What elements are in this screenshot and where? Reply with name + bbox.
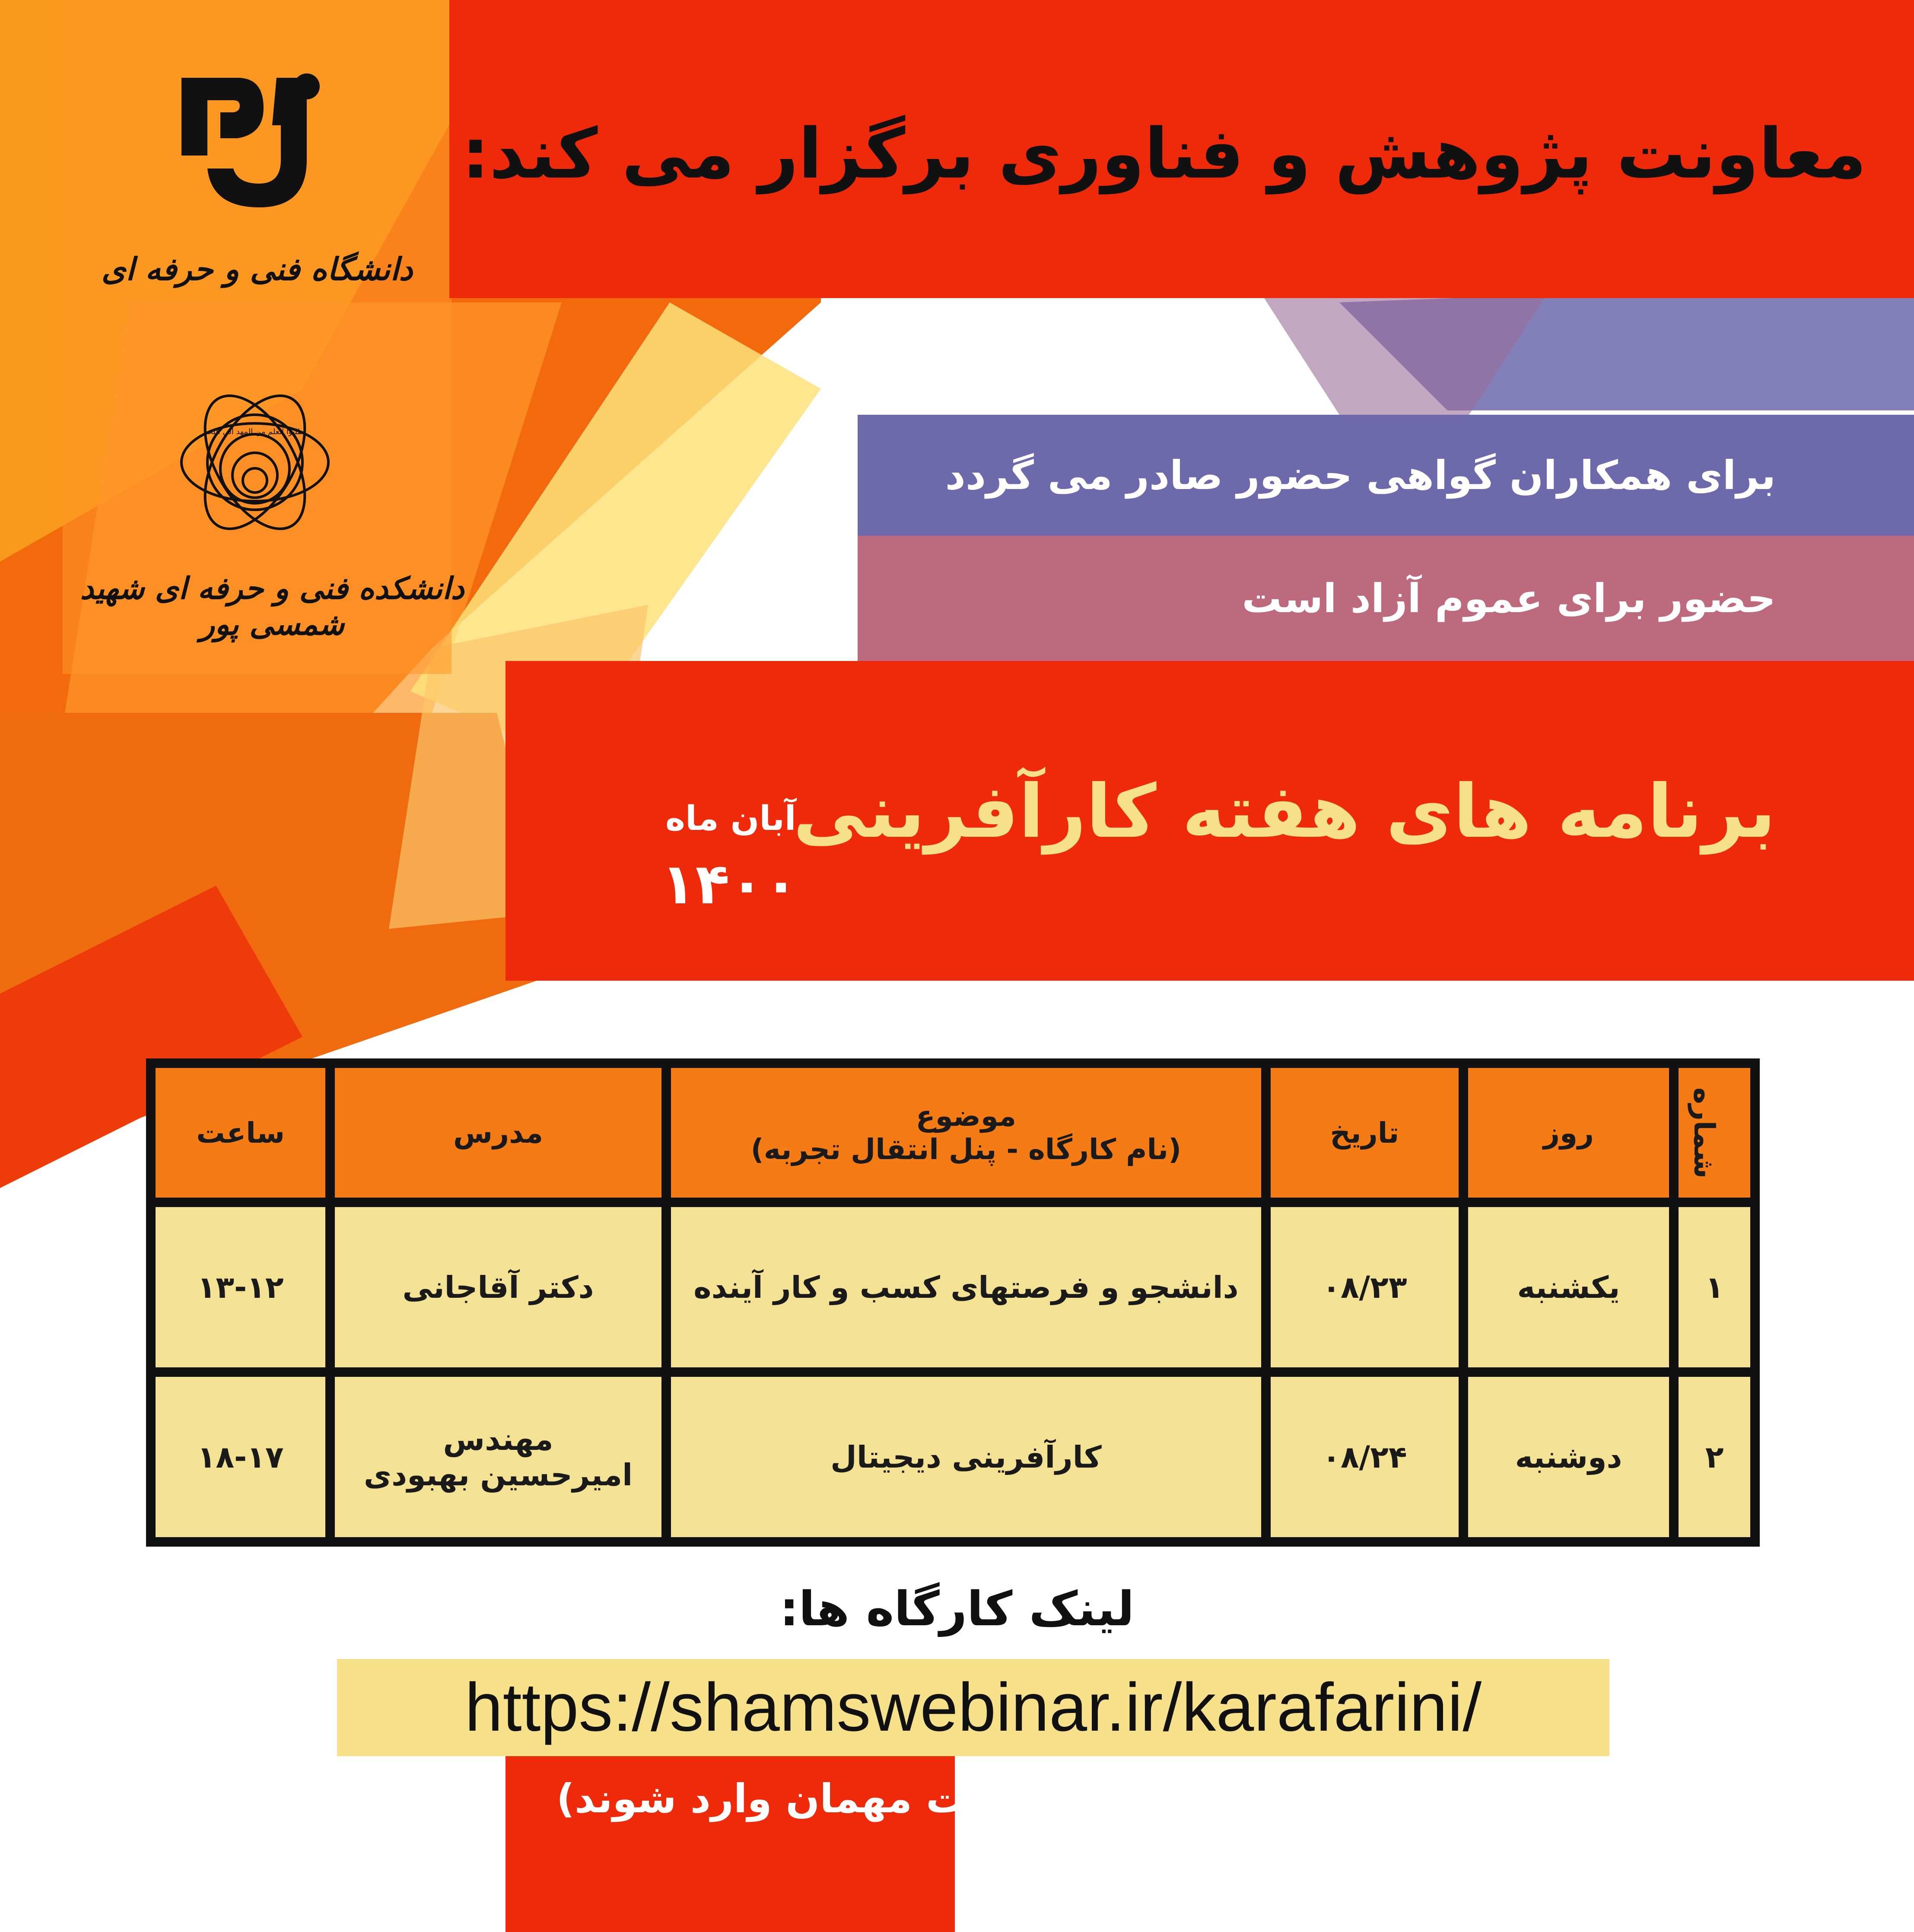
cell-instructor bbox=[335, 1207, 661, 1367]
cell-time: ۱۸-۱۷ bbox=[156, 1377, 325, 1537]
university-name: دانشگاه فنی و حرفه ای bbox=[101, 251, 413, 287]
college-seal-icon bbox=[173, 380, 337, 544]
workshop-link[interactable]: https://shamswebinar.ir/karafarini/ bbox=[464, 1669, 1482, 1745]
page-title: معاونت پژوهش و فناوری برگزار می کند: bbox=[461, 113, 1866, 194]
header-date: تاریخ bbox=[1271, 1068, 1459, 1198]
certificate-band bbox=[858, 415, 1914, 536]
event-band bbox=[506, 661, 1914, 981]
cell-number: ۱ bbox=[1679, 1207, 1750, 1367]
note-band bbox=[506, 1741, 955, 1932]
event-title: برنامه های هفته کارآفرینی bbox=[793, 769, 1776, 855]
link-label: لینک کارگاه ها: bbox=[779, 1581, 1135, 1636]
university-logo-icon bbox=[164, 60, 328, 225]
event-month: آبان ماه bbox=[665, 799, 796, 838]
instructor-line-2: امیرحسین بهبودی bbox=[364, 1457, 633, 1493]
header-topic-title: موضوع bbox=[916, 1099, 1017, 1133]
header-time: ساعت bbox=[156, 1068, 325, 1198]
cell-topic: کارآفرینی دیجیتال bbox=[671, 1377, 1261, 1537]
schedule-table bbox=[146, 1058, 1760, 1547]
table-header-row bbox=[156, 1068, 1750, 1198]
public-notice: حضور برای عموم آزاد است bbox=[1242, 575, 1776, 622]
header-instructor: مدرس bbox=[335, 1068, 661, 1198]
header-band bbox=[449, 0, 1914, 298]
cell-date: ۰۸/۲۳ bbox=[1271, 1207, 1459, 1367]
cell-day: یکشنبه bbox=[1468, 1207, 1669, 1367]
cell-number: ۲ bbox=[1679, 1377, 1750, 1537]
cell-day: دوشنبه bbox=[1468, 1377, 1669, 1537]
cell-date: ۰۸/۲۴ bbox=[1271, 1377, 1459, 1537]
guest-note: ( دانشجویان به صورت مهمان وارد شوند) bbox=[556, 1776, 1358, 1822]
header-number: شماره bbox=[1679, 1068, 1750, 1198]
event-year: ۱۴۰۰ bbox=[661, 851, 798, 917]
cell-instructor bbox=[335, 1377, 661, 1537]
cell-time: ۱۳-۱۲ bbox=[156, 1207, 325, 1367]
cell-topic: دانشجو و فرصتهای کسب و کار آینده bbox=[671, 1207, 1261, 1367]
college-name: دانشکده فنی و حرفه ای شهید شمسی پور bbox=[80, 570, 464, 642]
header-day: روز bbox=[1468, 1068, 1669, 1198]
link-box bbox=[337, 1659, 1609, 1756]
header-topic bbox=[671, 1068, 1261, 1198]
public-band bbox=[858, 536, 1914, 661]
table-row bbox=[156, 1377, 1750, 1537]
header-topic-subtitle: (نام کارگاه - پنل انتقال تجربه) bbox=[750, 1133, 1182, 1166]
svg-text:اطلبوا العلم من المهد الی اللح: اطلبوا العلم من المهد الی اللحد bbox=[204, 427, 306, 436]
table-row bbox=[156, 1207, 1750, 1367]
instructor-line-1: مهندس bbox=[443, 1421, 553, 1457]
certificate-notice: برای همکاران گواهی حضور صادر می گردد bbox=[945, 452, 1776, 499]
instructor-line-1: دکتر آقاجانی bbox=[402, 1269, 594, 1305]
